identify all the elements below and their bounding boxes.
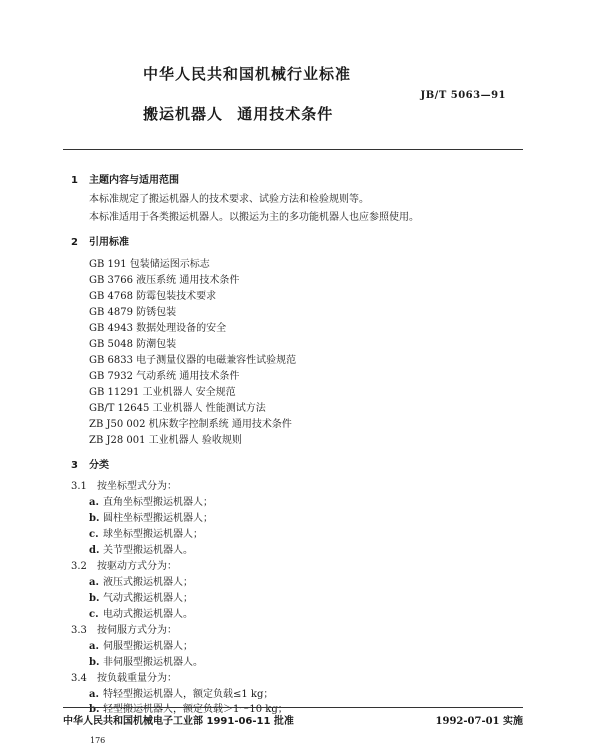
item-letter: a. [89, 577, 99, 588]
subsection-number: 3.1 [71, 481, 87, 492]
reference-item: GB 6833 电子测量仪器的电磁兼容性试验规范 [89, 355, 297, 366]
subsection-3-1 [71, 477, 177, 492]
item-text: 气动式搬运机器人； [103, 593, 193, 604]
footer-divider [63, 707, 523, 708]
standard-number: JB/T 5063—91 [420, 90, 506, 101]
subsection-3-2 [71, 557, 177, 572]
item-text: 电动式搬运机器人。 [103, 609, 193, 620]
page-number: 176 [90, 736, 106, 745]
item-letter: a. [89, 689, 99, 700]
subsection-3-3 [71, 621, 177, 636]
item-letter: c. [89, 529, 99, 540]
item-letter: b. [89, 593, 100, 604]
section-number: 2 [71, 237, 78, 248]
paragraph: 本标准规定了搬运机器人的技术要求、试验方法和检验规则等。 [89, 194, 369, 205]
reference-item: ZB J28 001 工业机器人 验收规则 [89, 435, 242, 446]
organization-title: 中华人民共和国机械行业标准 [143, 65, 352, 83]
item-letter: a. [89, 497, 99, 508]
section-title: 引用标准 [89, 237, 129, 248]
reference-item: GB 4943 数据处理设备的安全 [89, 323, 227, 334]
section-3-heading [71, 456, 109, 471]
section-number: 3 [71, 460, 78, 471]
item-text: 轻型搬运机器人，额定负载＞1～10 kg； [103, 704, 288, 715]
section-title: 主题内容与适用范围 [89, 175, 179, 186]
subsection-title: 按驱动方式分为： [97, 561, 177, 572]
subsection-title: 按负载重量分为： [97, 673, 177, 684]
list-item [89, 573, 193, 588]
item-text: 直角坐标型搬运机器人； [103, 497, 213, 508]
reference-item: GB 3766 液压系统 通用技术条件 [89, 275, 240, 286]
item-letter: b. [89, 513, 100, 524]
list-item [89, 509, 213, 524]
item-text: 球坐标型搬运机器人； [103, 529, 203, 540]
subsection-number: 3.3 [71, 625, 87, 636]
item-letter: c. [89, 609, 99, 620]
subsection-title: 按伺服方式分为： [97, 625, 177, 636]
section-title: 分类 [89, 460, 109, 471]
item-letter: a. [89, 641, 99, 652]
subsection-3-4 [71, 669, 177, 684]
item-text: 伺服型搬运机器人； [103, 641, 193, 652]
reference-item: ZB J50 002 机床数字控制系统 通用技术条件 [89, 419, 292, 430]
header-divider [63, 149, 523, 150]
reference-item: GB 4768 防霉包装技术要求 [89, 291, 217, 302]
list-item [89, 605, 193, 620]
item-text: 圆柱坐标型搬运机器人； [103, 513, 213, 524]
list-item [89, 637, 193, 652]
list-item [89, 525, 203, 540]
section-number: 1 [71, 175, 78, 186]
section-1-heading [71, 171, 179, 186]
list-item [89, 653, 203, 668]
item-letter: b. [89, 704, 100, 715]
section-2-heading [71, 233, 129, 248]
item-letter: b. [89, 657, 100, 668]
reference-item: GB 4879 防锈包装 [89, 307, 177, 318]
document-title: 搬运机器人 通用技术条件 [143, 105, 334, 123]
list-item [89, 589, 193, 604]
item-letter: d. [89, 545, 100, 556]
item-text: 非伺服型搬运机器人。 [103, 657, 203, 668]
reference-item: GB 191 包装储运图示标志 [89, 259, 210, 270]
item-text: 特轻型搬运机器人，额定负载≤1 kg； [103, 689, 274, 700]
list-item [89, 493, 213, 508]
reference-item: GB/T 12645 工业机器人 性能测试方法 [89, 403, 266, 414]
item-text: 关节型搬运机器人。 [103, 545, 193, 556]
reference-item: GB 5048 防潮包装 [89, 339, 177, 350]
list-item [89, 685, 273, 700]
paragraph: 本标准适用于各类搬运机器人。以搬运为主的多功能机器人也应参照使用。 [89, 212, 419, 223]
reference-item: GB 7932 气动系统 通用技术条件 [89, 371, 240, 382]
subsection-title: 按坐标型式分为： [97, 481, 177, 492]
reference-item: GB 11291 工业机器人 安全规范 [89, 387, 236, 398]
list-item [89, 541, 193, 556]
subsection-number: 3.2 [71, 561, 87, 572]
approval-statement: 中华人民共和国机械电子工业部 1991-06-11 批准 [63, 716, 294, 727]
item-text: 液压式搬运机器人； [103, 577, 193, 588]
subsection-number: 3.4 [71, 673, 87, 684]
implementation-date: 1992-07-01 实施 [435, 716, 523, 727]
